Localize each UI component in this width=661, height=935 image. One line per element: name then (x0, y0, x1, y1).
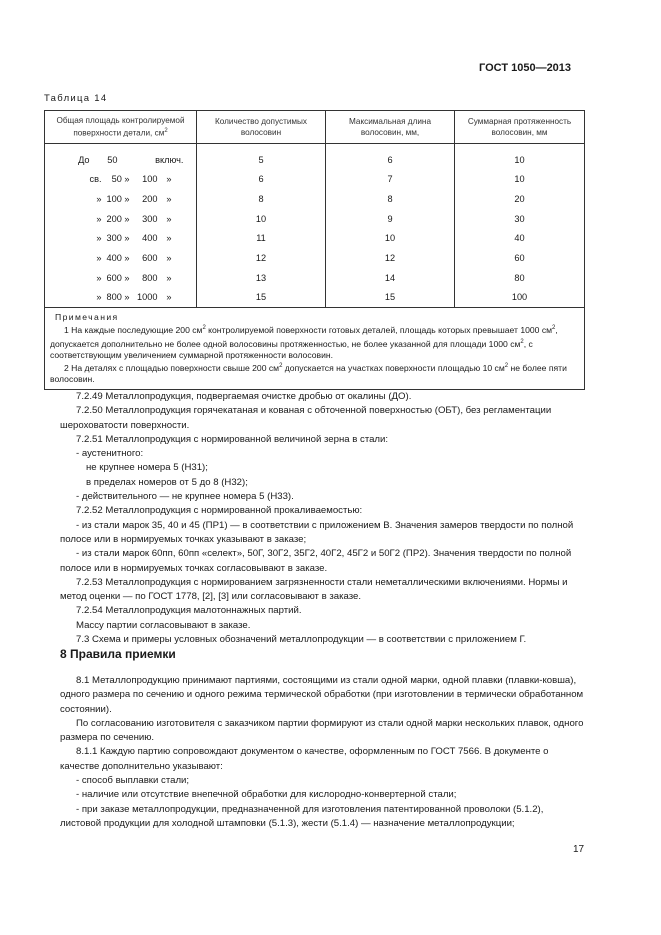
page-number: 17 (573, 844, 585, 855)
table-14 (44, 110, 585, 390)
cell-area (45, 169, 197, 189)
cell-total-length: 60 (455, 248, 585, 268)
area-prefix: » (96, 272, 102, 283)
para-7-2-52: 7.2.52 Металлопродукция с нормированной прокаливаемостью: (76, 505, 363, 517)
table-row (45, 288, 585, 308)
header-total-length: Суммарная протяженность волосовин, мм (455, 111, 585, 144)
para-7-2-49: 7.2.49 Металлопродукция, подвергаемая очистке дробью от окалины (ДО). (76, 391, 412, 402)
document-id: ГОСТ 1050—2013 (479, 62, 572, 74)
cell-max-length: 8 (326, 189, 455, 209)
table-row (45, 228, 585, 248)
table-row (45, 143, 585, 169)
cell-total-length: 80 (455, 268, 585, 288)
para-7-2-54: 7.2.54 Металлопродукция малотоннажных партий. (76, 605, 302, 617)
area-suffix: » (166, 213, 172, 224)
cell-max-length: 12 (326, 248, 455, 268)
cell-count: 10 (197, 209, 326, 229)
area-from: 200 » (106, 213, 130, 224)
area-suffix: » (166, 233, 172, 244)
area-prefix: » (96, 193, 102, 204)
cell-max-length: 15 (326, 288, 455, 308)
cell-area (45, 268, 197, 288)
cell-max-length: 10 (326, 228, 455, 248)
cell-count: 11 (197, 228, 326, 248)
table-row (45, 169, 585, 189)
area-prefix: До (78, 154, 90, 165)
cell-total-length: 10 (455, 169, 585, 189)
area-to: 100 (142, 174, 158, 185)
cell-total-length: 30 (455, 209, 585, 229)
table-row (45, 268, 585, 288)
cell-count: 6 (197, 169, 326, 189)
area-prefix: » (96, 253, 102, 264)
cell-count: 12 (197, 248, 326, 268)
section-8-text (60, 674, 584, 831)
para-8-1: 8.1 Металлопродукцию принимают партиями, состоящими из стали одной марки, одной плавки (плавки-ковша), одного размера по сечению и одного режима термической обработки (при изготовлении в термически обработанном состоянии). (60, 675, 584, 715)
table-caption: Таблица 14 (44, 93, 108, 104)
header-count: Количество допустимых волосовин (197, 111, 326, 144)
cell-max-length: 14 (326, 268, 455, 288)
cell-total-length: 100 (455, 288, 585, 308)
para-8-1-1: 8.1.1 Каждую партию сопровождают документом о качестве, оформленным по ГОСТ 7566. В документе о качестве дополнительно указывают: (60, 746, 549, 772)
para-7-2-54-mass: Массу партии согласовывают в заказе. (76, 619, 251, 631)
notes-title: Примечания (55, 312, 119, 323)
para-7-2-53: 7.2.53 Металлопродукция с нормированием загрязненности стали неметаллическими включениями. Нормы и метод оценки — по ГОСТ 1778, [2], [3] или согласовывают в заказе. (60, 576, 568, 603)
para-7-2-51-actual: - действительного — не крупнее номера 5 (Н33). (76, 491, 294, 503)
section-8-title: 8 Правила приемки (60, 647, 176, 661)
header-area (45, 111, 197, 144)
area-to: 1000 (137, 292, 158, 303)
note-1: 1 На каждые последующие 200 $см^2$ контролируемой поверхности готовых деталей, площадь которых превышает 1000 $см^2$, допускается дополнительно не более одной волосовины протяженностью, не более указанной для площади 1000 $см^2$, с соответствующим увеличением суммарной протяженности волосовин. (50, 325, 558, 360)
area-to: 400 (142, 233, 158, 244)
cell-area (45, 228, 197, 248)
area-from: 50 » (111, 174, 130, 185)
cell-area (45, 288, 197, 308)
cell-count: 15 (197, 288, 326, 308)
table-notes (45, 308, 585, 390)
area-to: 800 (142, 272, 158, 283)
cell-area (45, 189, 197, 209)
cell-count: 5 (197, 143, 326, 169)
area-suffix: » (166, 193, 172, 204)
header-area-sup: 2 (164, 128, 168, 134)
area-prefix: » (96, 213, 102, 224)
table-header-row (45, 111, 585, 144)
cell-count: 8 (197, 189, 326, 209)
cell-count: 13 (197, 268, 326, 288)
cell-area (45, 209, 197, 229)
para-7-2-51: 7.2.51 Металлопродукция с нормированной величиной зерна в стали: (76, 433, 389, 445)
header-max-length: Максимальная длина волосовин, мм, (326, 111, 455, 144)
section-7-text (60, 390, 584, 647)
para-7-2-52-pr1: - из стали марок 35, 40 и 45 (ПР1) — в соответствии с приложением В. Значения замеров твердости по полной полосе или в нормируемых точках указывают в заказе; (60, 519, 574, 545)
area-from: 100 » (106, 193, 130, 204)
para-8-1-1-treatment: - наличие или отсутствие внепечной обработки для кислородно-конвертерной стали; (76, 789, 457, 801)
cell-max-length: 9 (326, 209, 455, 229)
para-7-2-51-item1: не крупнее номера 5 (Н31); (86, 462, 208, 474)
area-prefix: » (96, 292, 102, 303)
table-row (45, 209, 585, 229)
area-to: 200 (142, 193, 158, 204)
area-suffix: включ. (155, 154, 184, 165)
cell-total-length: 20 (455, 189, 585, 209)
area-from: 300 » (106, 233, 130, 244)
area-from: 400 » (106, 253, 130, 264)
para-7-2-51-item2: в пределах номеров от 5 до 8 (Н32); (86, 476, 248, 488)
cell-total-length: 10 (455, 143, 585, 169)
cell-total-length: 40 (455, 228, 585, 248)
cell-max-length: 6 (326, 143, 455, 169)
area-from: 600 » (106, 272, 130, 283)
para-8-1-agreement: По согласованию изготовителя с заказчиком партии формируют из стали одной марки нескольких плавок, одного размера по сечению. (60, 717, 584, 744)
area-suffix: » (166, 174, 172, 185)
para-7-3: 7.3 Схема и примеры условных обозначений металлопродукции — в соответствии с приложением Г. (76, 634, 527, 646)
cell-area (45, 143, 197, 169)
table-row (45, 189, 585, 209)
para-7-2-50: 7.2.50 Металлопродукция горячекатаная и кованая с обточенной поверхностью (ОБТ), без регламентации шероховатости поверхности. (60, 405, 552, 431)
para-8-1-1-method: - способ выплавки стали; (76, 775, 190, 787)
cell-area (45, 248, 197, 268)
area-suffix: » (166, 253, 172, 264)
area-to: 300 (142, 213, 158, 224)
para-8-1-1-purpose: - при заказе металлопродукции, предназначенной для изготовления патентированной проволоки (5.1.2), листовой продукции для холодной штамповки (5.1.3), жести (5.1.4) — назначение металлопродукции; (60, 803, 544, 829)
area-prefix: » (96, 233, 102, 244)
cell-max-length: 7 (326, 169, 455, 189)
area-suffix: » (166, 292, 172, 303)
para-7-2-52-pr2: - из стали марок 60пп, 60пп «селект», 50Г, 30Г2, 35Г2, 40Г2, 45Г2 и 50Г2 (ПР2). Значения твердости по полной полосе или в нормируемых точках согласовывают в заказе. (60, 548, 572, 574)
area-prefix: св. (89, 174, 102, 185)
area-from: 800 » (106, 292, 130, 303)
area-from: 50 (107, 154, 118, 165)
para-7-2-51-austenitic: - аустенитного: (76, 448, 144, 460)
area-suffix: » (166, 272, 172, 283)
area-to: 600 (142, 253, 158, 264)
header-area-text: Общая площадь контролируемой поверхности детали, см (56, 116, 185, 138)
table-row (45, 248, 585, 268)
note-2: 2 На деталях с площадью поверхности свыше 200 $см^2$ допускается на участках поверхности площадью 10 $см^2$ не более пяти волосовин. (50, 362, 567, 384)
